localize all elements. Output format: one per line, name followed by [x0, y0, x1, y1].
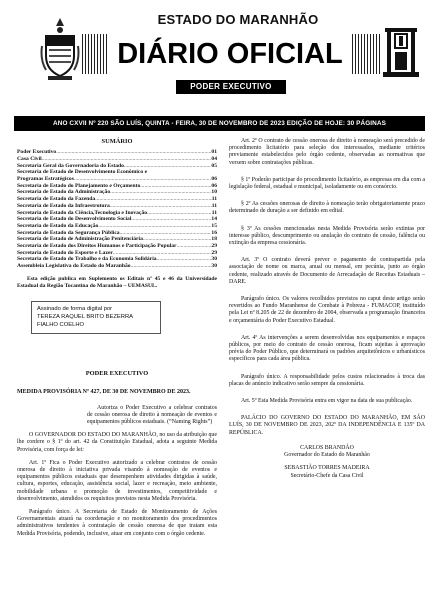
summary-list: [17, 149, 217, 270]
summary-item-label: Secretaria Geral da Governadoria do Estado: [17, 162, 124, 169]
summary-item-page: 30: [211, 256, 217, 263]
summary-item-page: 01: [211, 149, 217, 156]
closing-statement: PALÁCIO DO GOVERNO DO ESTADO DO MARANHÃO, EM SÃO LUÍS, 30 DE NOVEMBRO DE 2023, 202º DA INDEPENDÊNCIA E 135º DA REPÚBLICA.: [229, 415, 425, 436]
ementa: Autoriza o Poder Executivo a celebrar contratos de cessão onerosa de direito à nomeação de eventos e equipamentos públicos estaduais. (“Naming Rights”): [87, 404, 217, 426]
summary-item-label: Secretaria de Estado da Educação: [17, 222, 99, 229]
governor-name: CARLOS BRANDÃO: [300, 444, 354, 451]
summary-leader-dots: [56, 149, 211, 156]
summary-item: [17, 256, 217, 263]
summary-item: [17, 196, 217, 203]
summary-leader-dots: [74, 176, 211, 183]
summary-leader-dots: [110, 203, 212, 210]
right-column: [229, 138, 425, 480]
summary-item: [17, 250, 217, 257]
signature-name: TEREZA RAQUEL BRITO BEZERRA: [37, 314, 133, 321]
summary-item-page: 04: [211, 155, 217, 162]
summary-leader-dots: [95, 196, 211, 203]
summary-item-label: Assembleia Legislativa do Estado do Maranhão: [17, 263, 131, 270]
summary-item-page: 06: [211, 176, 217, 183]
summary-item: [17, 223, 217, 230]
signature-name: FIALHO COELHO: [37, 321, 85, 328]
summary-item-page: 11: [211, 202, 217, 209]
masthead: [18, 8, 421, 111]
masthead-branch: PODER EXECUTIVO: [176, 80, 286, 94]
palace-guard-icon: [381, 22, 421, 80]
summary-item-label: Secretaria de Estado de Desenvolvimento Econômico e: [17, 169, 148, 176]
summary-leader-dots: [110, 189, 211, 196]
summary-leader-dots: [131, 216, 211, 223]
summary-leader-dots: [120, 230, 212, 237]
article-1: Art. 1º Fica o Poder Executivo autorizado a celebrar contratos de cessão onerosa de direito à iniciativa privada visando à nomeação de eventos e equipamentos públicos estaduais que desempenhem atividades dirigidas à saúde, cultura, esportes, educação, assistência social, lazer e recreação, meio ambiente, mobilidade urbana e promoção de investimentos, competitividade e desenvolvimento, atendidos os requisitos previstos nesta Medida Provisória.: [17, 459, 217, 502]
masthead-title: DIÁRIO OFICIAL: [108, 34, 352, 74]
summary-leader-dots: [124, 163, 211, 170]
summary-leader-dots: [157, 256, 212, 263]
masthead-state: ESTADO DO MARANHÃO: [157, 12, 319, 27]
summary-item: [17, 163, 217, 170]
summary-item-page: 18: [211, 236, 217, 243]
summary-item-label: Poder Executivo: [17, 149, 57, 156]
article-1-paragraph: Parágrafo único. A Secretaria de Estado de Monitoramento de Ações Governamentais atuará na coordenação e no monitoramento dos procedimentos administrativos tendentes à contratação de cessão onerosa de que tratam esta Medida Provisória, podendo, inclusive, atuar em conjunto com o órgão cedente.: [17, 509, 217, 537]
summary-item: [17, 263, 217, 270]
summary-item: [17, 156, 217, 163]
preamble: O GOVERNADOR DO ESTADO DO MARANHÃO, no uso da atribuição que lhe confere o § 1º do art. 42 da Constituição Estadual, adota a seguinte Medida Provisória, com força de lei:: [17, 432, 217, 453]
summary-item-label: Programas Estratégicos: [17, 176, 74, 183]
article-4-paragraph: Parágrafo único. A responsabilidade pelos custos relacionados à troca das placas de anúncio indicativo serão sempre da cessionária.: [229, 373, 425, 387]
secretary-role: Secretário-Chefe da Casa Civil: [290, 472, 364, 479]
article-2-paragraph-1: § 1º Poderão participar do procedimento licitatório, as empresas em dia com a legislação federal, estadual e municipal, isoladamente ou em consórcio.: [229, 176, 425, 191]
summary-item: [17, 183, 217, 190]
summary-item: [17, 189, 217, 196]
article-3-paragraph: Parágrafo único. Os valores recolhidos previstos no caput deste artigo serão revertidos ao Fundo Maranhense de Combate à Pobreza - FUMACOP, instituído pela Lei nº 8.205 de 22 de dezembro de 2004, observada a programação financeira e orçamentária do Poder Executivo Estadual.: [229, 296, 425, 324]
summary-item: [17, 243, 217, 250]
summary-leader-dots: [143, 236, 212, 243]
provisional-measure-title: MEDIDA PROVISÓRIA Nº 427, DE 30 DE NOVEMBRO DE 2023.: [17, 389, 191, 396]
governor-role: Governador do Estado do Maranhão: [284, 452, 370, 459]
summary-item-page: 14: [211, 216, 217, 223]
summary-item-label: Secretaria de Estado dos Direitos Humanos e Participação Popular: [17, 243, 177, 250]
summary-item: [17, 176, 217, 183]
state-coat-of-arms-icon: [40, 16, 80, 82]
masthead-band: [80, 34, 380, 74]
article-2: Art. 2º O contrato de cessão onerosa de direito à nomeação será precedido de procedimento licitatório para seleção dos interessados, mediante critérios previamente estabelecidos pelo órgão cedente, observadas as normativas que versem sobre contratações públicas.: [229, 138, 425, 166]
summary-item: [17, 149, 217, 156]
article-2-paragraph-3: § 3º As cessões mencionadas nesta Medida Provisória serão extintas por interesse público, descumprimento ou anulação do contrato de cessão, falência ou extinção da empresa cessionária.: [229, 225, 425, 247]
summary-item-label: Secretaria de Estado do Esporte e Lazer: [17, 249, 113, 256]
summary-item-page: 15: [211, 222, 217, 229]
summary-item-label: Casa Civil: [17, 155, 42, 162]
summary-leader-dots: [177, 243, 212, 250]
summary-note: Esta edição publica em Suplemento os Editais nº 45 e 46 da Universidade Estadual da Região Tocantina do Maranhão – UEMASUL.: [17, 275, 217, 289]
summary-item: [17, 236, 217, 243]
summary-leader-dots: [113, 250, 212, 257]
summary-item-page: 11: [211, 209, 217, 216]
section-title: PODER EXECUTIVO: [85, 370, 149, 378]
summary-item: [17, 216, 217, 223]
left-column: [17, 138, 217, 538]
summary-leader-dots: [147, 210, 212, 217]
summary-item-label: Secretaria de Estado da Fazenda: [17, 196, 96, 203]
summary-item-label: Secretaria de Estado de Administração Penitenciária: [17, 236, 143, 243]
summary-item-label: Secretaria de Estado da Administração: [17, 189, 111, 196]
summary-item-page: 30: [211, 263, 217, 270]
article-2-paragraph-2: § 2º As cessões onerosas de direito à nomeação terão obrigatoriamente prazo determinado de duração a ser definido em edital.: [229, 201, 425, 215]
issue-line: ANO CXVII Nº 220 SÃO LUÍS, QUINTA - FEIRA, 30 DE NOVEMBRO DE 2023 EDIÇÃO DE HOJE: 30 PÁGINAS: [14, 116, 425, 131]
summary-item-label: Secretaria de Estado da Infraestrutura: [17, 202, 110, 209]
summary-item-page: 10: [211, 189, 217, 196]
summary-leader-dots: [140, 183, 211, 190]
signature-line: Assinado de forma digital por: [37, 306, 113, 313]
summary-item-page: 11: [211, 196, 217, 203]
article-4: Art. 4º As intervenções a serem desenvolvidas nos equipamentos e espaços públicos, por meio do contrato de cessão onerosa, ficam sujeitas à aprovação prévia do Poder Público, que determinará os padrões arquitetônicos e urbanísticos específicos para cada área pública.: [229, 334, 425, 363]
summary-item-label: Secretaria de Estado da Segurança Pública: [17, 229, 120, 236]
summary-item-label: Secretaria de Estado do Desenvolvimento Social: [17, 216, 132, 223]
summary-item-page: 05: [211, 162, 217, 169]
summary-item: [17, 210, 217, 217]
digital-signature-box: [31, 301, 161, 334]
summary-item-label: Secretaria de Estado do Trabalho e da Economia Solidária: [17, 256, 157, 263]
summary-item-page: 29: [211, 249, 217, 256]
summary-leader-dots: [42, 156, 212, 163]
summary-item-page: 29: [211, 243, 217, 250]
summary-item-page: 06: [211, 182, 217, 189]
summary-leader-dots: [98, 223, 211, 230]
summary-item-label: Secretaria de Estado da Ciência,Tecnologia e Inovação: [17, 209, 148, 216]
summary-title: SUMÁRIO: [101, 138, 133, 145]
summary-item-page: 16: [211, 229, 217, 236]
article-3: Art. 3º O contrato deverá prever o pagamento de contrapartida pela associação de nome ou marca, anual ou mensal, em pecúnia, junto ao órgão cedente, realizado através de Documento de Arrecadação de Receitas Estaduais – DARE.: [229, 257, 425, 285]
secretary-name: SEBASTIÃO TORRES MADEIRA: [284, 465, 370, 472]
summary-leader-dots: [131, 263, 212, 270]
summary-item: [17, 230, 217, 237]
summary-item: [17, 169, 217, 176]
article-5: Art. 5º Esta Medida Provisória entra em vigor na data de sua publicação.: [241, 398, 413, 405]
summary-item: [17, 203, 217, 210]
summary-item-label: Secretaria de Estado do Planejamento e Orçamento: [17, 182, 141, 189]
